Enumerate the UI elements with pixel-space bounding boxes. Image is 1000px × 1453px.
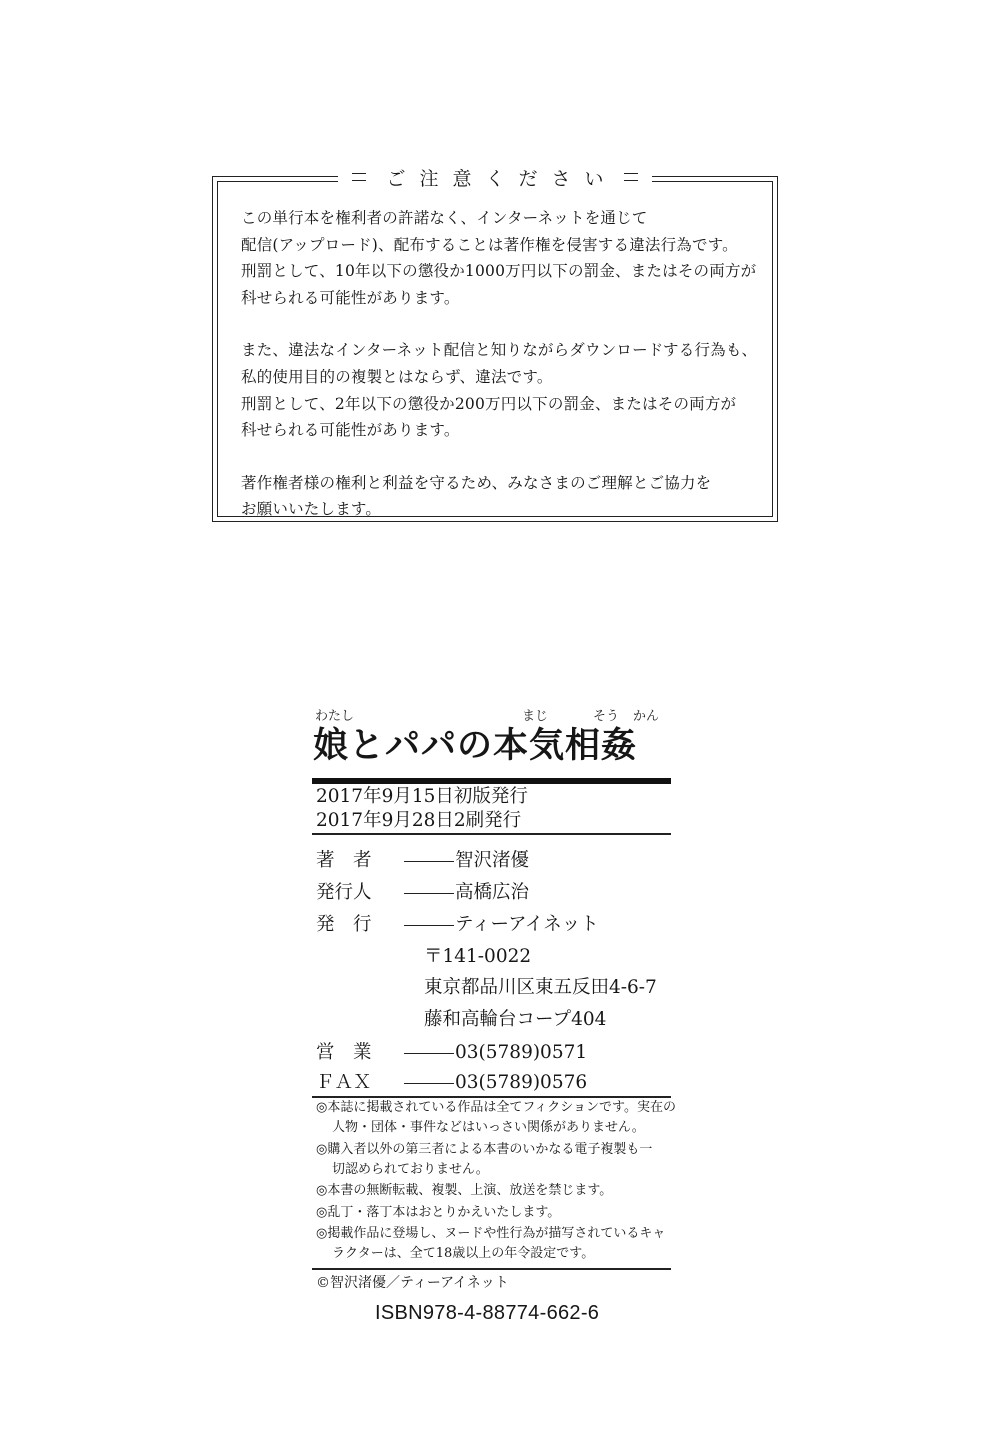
notice-line: 私的使用目的の複製とはならず、違法です。 <box>241 367 553 386</box>
dash <box>404 861 454 862</box>
publisher-label: 発 行 <box>316 914 372 935</box>
notes-bottom-rule <box>312 1268 671 1270</box>
notice-line: 刑罰として、10年以下の懲役か1000万円以下の罰金、またはその両方が <box>241 262 757 281</box>
second-printing-date: 2017年9月28日2刷発行 <box>316 810 522 831</box>
ruby-sou: そう <box>593 709 620 724</box>
address-line-1: 東京都品川区東五反田4-6-7 <box>424 977 657 998</box>
isbn: ISBN978-4-88774-662-6 <box>375 1302 600 1324</box>
note-line: ◎掲載作品に登場し、ヌードや性行為が描写されているキャ <box>316 1226 666 1241</box>
sales-row <box>316 1038 587 1064</box>
sales-phone: 03(5789)0571 <box>455 1042 588 1063</box>
notice-title: ご注意ください <box>380 164 623 191</box>
copyright: ©智沢渚優／ティーアイネット <box>316 1275 509 1291</box>
note-line: ◎本書の無断転載、複製、上演、放送を禁じます。 <box>316 1183 613 1198</box>
notice-body <box>241 205 759 523</box>
dash <box>404 893 454 894</box>
author-label: 著 者 <box>316 850 372 871</box>
notice-line: この単行本を権利者の許諾なく、インターネットを通じて <box>241 209 648 227</box>
notice-header <box>213 165 777 189</box>
fax-row <box>316 1068 587 1094</box>
author-row <box>316 846 529 872</box>
date-rule <box>312 833 671 835</box>
notice-box <box>212 167 778 522</box>
dash <box>404 1053 454 1054</box>
sales-label: 営 業 <box>316 1042 372 1063</box>
fax-label: ＦＡＸ <box>316 1072 372 1093</box>
dash <box>404 1083 454 1084</box>
publisher-name: ティーアイネット <box>455 914 599 935</box>
publisher-person-label: 発行人 <box>316 882 372 903</box>
ruby-maji: まじ <box>522 709 549 724</box>
publisher-person-name: 高橋広治 <box>455 882 530 903</box>
note-line: ラクターは、全て18歳以上の年令設定です。 <box>332 1246 595 1261</box>
notice-line: 科せられる可能性があります。 <box>241 288 460 307</box>
note-line: ◎本誌に掲載されている作品は全てフィクションです。実在の <box>316 1100 677 1115</box>
ruby-kan: かん <box>633 709 660 724</box>
publisher-row <box>316 910 599 936</box>
note-line: ◎購入者以外の第三者による本書のいかなる電子複製も一 <box>316 1142 653 1157</box>
title-rule-left <box>352 173 366 181</box>
notice-line: 刑罰として、2年以下の懲役か200万円以下の罰金、またはその両方が <box>241 394 737 413</box>
fax-number: 03(5789)0576 <box>455 1072 588 1093</box>
dash <box>404 925 454 926</box>
address-line-2: 藤和高輪台コープ404 <box>424 1009 607 1030</box>
postal-code: 〒141-0022 <box>424 946 532 967</box>
ruby-watashi: わたし <box>315 709 355 724</box>
notice-line: また、違法なインターネット配信と知りながらダウンロードする行為も、 <box>241 341 758 360</box>
notice-line: 科せられる可能性があります。 <box>241 421 460 440</box>
notice-line: 著作権者様の権利と利益を守るため、みなさまのご理解とご協力を <box>241 473 712 492</box>
title-rule-right <box>624 173 638 181</box>
note-line: 切認められておりません。 <box>332 1162 489 1177</box>
notice-line: お願いいたします。 <box>241 500 382 519</box>
book-title: 娘とパパの本気相姦 <box>313 725 638 766</box>
first-edition-date: 2017年9月15日初版発行 <box>316 786 528 807</box>
notice-line: 配信(アップロード)、配布することは著作権を侵害する違法行為です。 <box>241 235 738 254</box>
publisher-person-row <box>316 878 529 904</box>
note-line: ◎乱丁・落丁本はおとりかえいたします。 <box>316 1205 561 1220</box>
note-line: 人物・団体・事件などはいっさい関係がありません。 <box>332 1120 645 1135</box>
author-name: 智沢渚優 <box>455 850 530 871</box>
